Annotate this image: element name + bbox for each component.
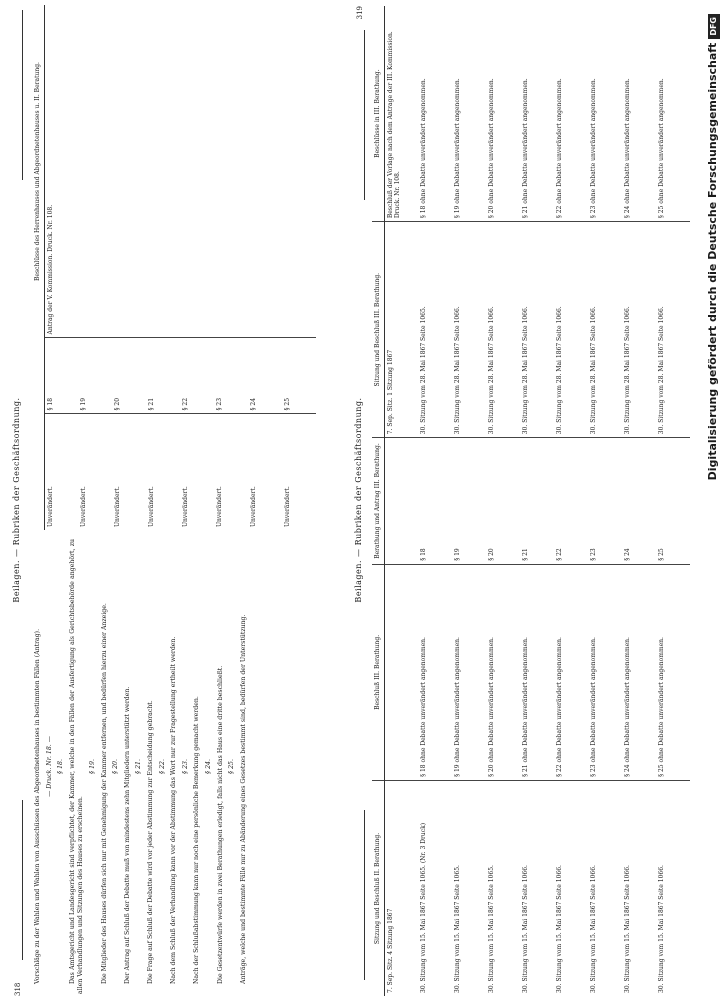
table-cell-label: Unverändert. — [216, 486, 224, 527]
table-cell-c2: § 25 ohne Debatte unverändert angenommen. — [656, 564, 690, 780]
table-header — [32, 338, 44, 414]
table-cell-c5: § 25 ohne Debatte unverändert angenommen. — [656, 6, 690, 222]
header-rule — [22, 800, 23, 960]
table-cell-c2: § 19 ohne Debatte unverändert angenommen. — [452, 564, 486, 780]
table-cell-c4: 30. Sitzung vom 28. Mai 1867 Seite 1065. — [418, 222, 452, 438]
table-cell-c5: § 19 ohne Debatte unverändert angenommen. — [452, 6, 486, 222]
table-cell-c5: § 22 ohne Debatte unverändert angenommen. — [554, 6, 588, 222]
table-cell-c4: 30. Sitzung vom 28. Mai 1867 Seite 1066. — [656, 222, 690, 438]
table-cell-c3 — [384, 438, 418, 565]
table-cell-c5: § 18 ohne Debatte unverändert angenommen. — [418, 6, 452, 222]
table-cell-note — [248, 5, 282, 338]
text-paragraph: Die Mitglieder des Hauses dürfen sich nur mit Genehmigung der Kammer entfernen, und bedürfen hierzu einer Anzeige. — [100, 603, 108, 984]
table-row — [282, 5, 316, 530]
table-cell-c1: 30. Sitzung vom 15. Mai 1867 Seite 1065. (Nr. 3 Druck) — [420, 822, 428, 993]
table-cell-c1: 30. Sitzung vom 15. Mai 1867 Seite 1065. — [488, 865, 496, 993]
table-cell-note — [214, 5, 248, 338]
table-cell-c5: § 20 ohne Debatte unverändert angenommen. — [486, 6, 520, 222]
table-row — [384, 6, 418, 996]
text-paragraph: § 18. — [57, 759, 65, 774]
table-cell-label: Unverändert. — [80, 486, 88, 527]
table-cell-c1: 30. Sitzung vom 15. Mai 1867 Seite 1065. — [454, 865, 462, 993]
table-cell-label: Unverändert. — [284, 486, 292, 527]
table-row — [622, 6, 656, 996]
text-paragraph: Nach der Schlußabstimmung kann nur noch eine persönliche Bemerkung gemacht werden. — [193, 696, 201, 984]
text-paragraph: Anträge, welche und bestimmte Fälle nur zu Abänderung eines Gesetzes bestimmt sind, bedürfen der Unterstützung. — [239, 614, 247, 984]
table-cell-c2: § 23 ohne Debatte unverändert angenommen. — [588, 564, 622, 780]
table-cell-c2: § 18 ohne Debatte unverändert angenommen. — [418, 564, 452, 780]
table-cell-c4: 7. Sep. Sitz. 1 Sitzung 1867 — [384, 222, 418, 438]
table-cell-c4: 30. Sitzung vom 28. Mai 1867 Seite 1066. — [622, 222, 656, 438]
table-row — [554, 6, 588, 996]
table-header — [32, 414, 44, 530]
table-row — [588, 6, 622, 996]
text-paragraph: Die Gesetzentwürfe werden in zwei Berathungen erledigt, falls nicht das Haus eine dritte beschließt. — [216, 665, 224, 984]
table-row — [486, 6, 520, 996]
table-cell-c2: § 22 ohne Debatte unverändert angenommen. — [554, 564, 588, 780]
table-cell-c2 — [384, 564, 418, 780]
table-row — [214, 5, 248, 530]
header-rule — [364, 30, 365, 200]
column-header: Beschlüsse in III. Berathung. — [372, 6, 384, 222]
table-cell-note: Antrag der V. Kommission. Druck. Nr. 108. — [44, 5, 78, 338]
left-page — [10, 0, 350, 1000]
table-cell-note — [78, 5, 112, 338]
table-row — [248, 5, 282, 530]
table-cell-c3: § 23 — [588, 438, 622, 565]
table-cell-note — [282, 5, 316, 338]
text-paragraph: Das Amtsgericht und Landesgericht sind verpflichtet, der Kammer, welche in den Fällen der Ausfertigung als Gerichtsbehörde angehört, zu allen Verhandlungen und Sitzungen des Hauses zu erscheinen. — [68, 539, 85, 994]
table-cell-c5: § 21 ohne Debatte unverändert angenommen. — [520, 6, 554, 222]
header-rule — [22, 10, 23, 180]
running-title: Beilagen. — Rubriken der Geschäftsordnung. — [354, 397, 363, 603]
header-rule — [364, 810, 365, 980]
table-cell-c4: 30. Sitzung vom 28. Mai 1867 Seite 1066. — [520, 222, 554, 438]
table-cell-label: Unverändert. — [182, 486, 190, 527]
table-cell-c4: 30. Sitzung vom 28. Mai 1867 Seite 1066. — [554, 222, 588, 438]
table-header: Beschlüsse des Herrenhauses und Abgeordnetenhauses u. II. Beratung. — [32, 5, 44, 338]
table-cell-c1: 30. Sitzung vom 15. Mai 1867 Seite 1066. — [522, 865, 530, 993]
table-row — [418, 6, 452, 996]
table-cell-c3: § 22 — [554, 438, 588, 565]
table-row — [146, 5, 180, 530]
table-cell-section: § 18 — [44, 338, 78, 414]
table-row — [656, 6, 690, 996]
table-cell-c4: 30. Sitzung vom 28. Mai 1867 Seite 1066. — [452, 222, 486, 438]
digitization-banner — [703, 0, 722, 1000]
table-cell-c2: § 20 ohne Debatte unverändert angenommen. — [486, 564, 520, 780]
left-page-header — [10, 0, 28, 1000]
table-cell-section: § 22 — [180, 338, 214, 414]
table-cell-c2: § 21 ohne Debatte unverändert angenommen. — [520, 564, 554, 780]
table-cell-c3: § 25 — [656, 438, 690, 565]
text-paragraph: § 24. — [204, 759, 212, 774]
table-row — [78, 5, 112, 530]
body-text — [34, 539, 344, 994]
table-cell-section: § 24 — [248, 338, 282, 414]
table-row — [452, 6, 486, 996]
table-cell-c5: Beschluß der Vorlage nach dem Antrage der III. Kommission. Druck. Nr. 108. — [384, 6, 418, 222]
table-row — [520, 6, 554, 996]
table-cell-c1: 30. Sitzung vom 15. Mai 1867 Seite 1066. — [590, 865, 598, 993]
table-cell-note — [146, 5, 180, 338]
table-cell-c3: § 18 — [418, 438, 452, 565]
table-cell-c3: § 21 — [520, 438, 554, 565]
table-cell-c3: § 20 — [486, 438, 520, 565]
banner-text — [703, 0, 722, 1000]
column-header: Sitzung und Beschluß II. Berathung. — [372, 780, 384, 996]
table-cell-label: Unverändert. — [114, 486, 122, 527]
page-number: 318 — [14, 982, 22, 996]
text-paragraph: § 25. — [228, 759, 236, 774]
text-paragraph: Vorschläge zu der Wahlen und Wahlen von Ausschüssen des Abgeordnetenhauses in bestimmten Fällen (Antrag). — [34, 628, 41, 984]
text-paragraph: § 23. — [181, 759, 189, 774]
text-paragraph: Nach dem Schluß der Verhandlung kann vor der Abstimmung das Wort nur zur Fragestellung ertheilt werden. — [170, 636, 178, 984]
banner-caption: Digitalisierung gefördert durch die Deutsche Forschungsgemeinschaft — [706, 42, 719, 481]
table-cell-section: § 19 — [78, 338, 112, 414]
column-header: Berathung und Antrag III. Berathung. — [372, 438, 384, 565]
table-cell-c1: 30. Sitzung vom 15. Mai 1867 Seite 1066. — [624, 865, 632, 993]
table-cell-label: Unverändert. — [148, 486, 156, 527]
dfg-logo: DFG — [708, 14, 720, 39]
text-paragraph: Der Antrag auf Schluß der Debatte muß von mindestens zehn Mitgliedern unterstützt werden. — [123, 686, 131, 984]
column-header: Sitzung und Beschluß III. Berathung. — [372, 222, 384, 438]
right-page — [352, 0, 690, 1000]
column-header: Beschluß III. Berathung. — [372, 564, 384, 780]
table-cell-c2: § 24 ohne Debatte unverändert angenommen. — [622, 564, 656, 780]
table-cell-section: § 23 — [214, 338, 248, 414]
table-cell-label: Unverändert. — [46, 486, 54, 527]
text-paragraph: § 22. — [158, 759, 166, 774]
table-cell-c1: 30. Sitzung vom 15. Mai 1867 Seite 1066. — [556, 865, 564, 993]
table-cell-c5: § 24 ohne Debatte unverändert angenommen. — [622, 6, 656, 222]
table-cell-section: § 25 — [282, 338, 316, 414]
table-cell-section: § 20 — [112, 338, 146, 414]
right-page-header — [352, 0, 370, 1000]
left-table — [32, 5, 316, 530]
table-row — [112, 5, 146, 530]
table-cell-c5: § 23 ohne Debatte unverändert angenommen. — [588, 6, 622, 222]
table-cell-c1: 7. Sep. Sitz. 4 Sitzung 1867 — [386, 908, 394, 993]
table-cell-c3: § 24 — [622, 438, 656, 565]
table-cell-c1: 30. Sitzung vom 15. Mai 1867 Seite 1066. — [658, 865, 666, 993]
table-cell-section: § 21 — [146, 338, 180, 414]
page-number: 319 — [356, 6, 364, 20]
table-cell-note — [180, 5, 214, 338]
text-paragraph: Die Frage auf Schluß der Debatte wird vor jeder Abstimmung zur Entscheidung gebracht. — [146, 700, 154, 984]
table-cell-c4: 30. Sitzung vom 28. Mai 1867 Seite 1066. — [486, 222, 520, 438]
text-paragraph: § 21. — [135, 759, 143, 774]
table-row — [180, 5, 214, 530]
table-cell-c3: § 19 — [452, 438, 486, 565]
text-paragraph: — Druck. Nr. 18. — — [45, 736, 53, 797]
table-row — [44, 5, 78, 530]
text-paragraph: § 19. — [88, 759, 96, 774]
right-table — [372, 6, 690, 996]
running-title: Beilagen. — Rubriken der Geschäftsordnung. — [12, 397, 21, 603]
table-cell-note — [112, 5, 146, 338]
table-cell-c4: 30. Sitzung vom 28. Mai 1867 Seite 1066. — [588, 222, 622, 438]
text-paragraph: § 20. — [112, 759, 120, 774]
table-cell-label: Unverändert. — [250, 486, 258, 527]
